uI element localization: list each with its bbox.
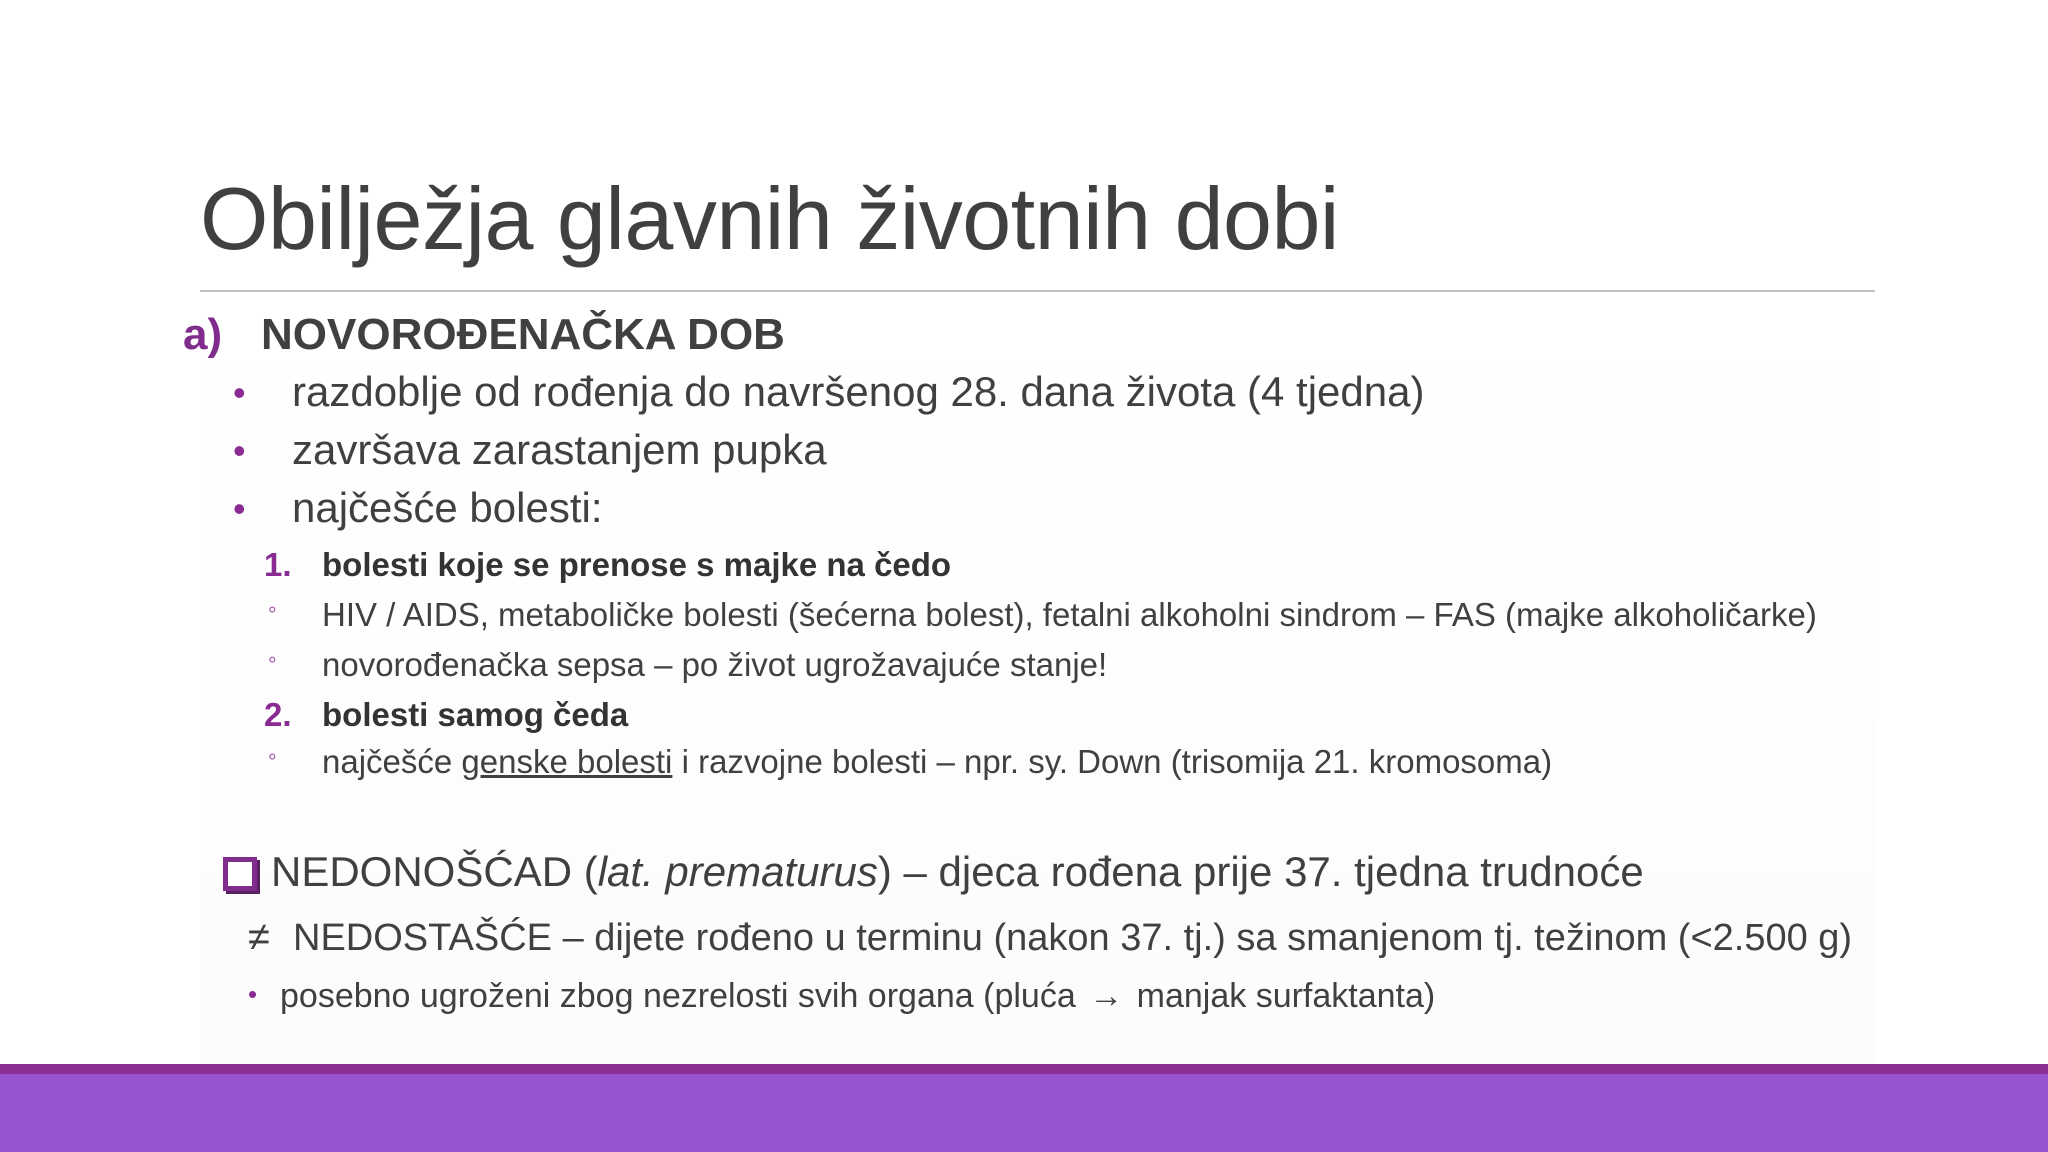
underlined-term: genske bolesti: [461, 743, 673, 780]
numbered-heading: bolesti koje se prenose s majke na čedo: [322, 546, 952, 583]
number-marker: 2.: [264, 696, 292, 733]
title-divider: [200, 290, 1875, 292]
bullet-text: razdoblje od rođenja do navršenog 28. dana života (4 tjedna): [292, 368, 1425, 415]
section-marker: a): [183, 310, 223, 359]
sub-item-suffix: i razvojne bolesti – npr. sy. Down (trisomija 21. kromosoma): [672, 743, 1553, 780]
numbered-heading: bolesti samog čeda: [322, 696, 629, 733]
nedostasce-text: NEDOSTAŠĆE – dijete rođeno u terminu (nakon 37. tj.) sa smanjenom tj. težinom (<2.500 g): [293, 917, 1853, 959]
bullet-dot: •: [248, 979, 258, 1009]
note-suffix: manjak surfaktanta): [1136, 977, 1436, 1015]
footer-stripe: [0, 1064, 2048, 1074]
checkbox-bullet-icon: [223, 857, 257, 891]
note-prefix: posebno ugroženi zbog nezrelosti svih organa (pluća: [280, 977, 1076, 1015]
nedonoscad-suffix: ) – djeca rođena prije 37. tjedna trudnoće: [877, 848, 1644, 895]
slide-title: Obilježja glavnih životnih dobi: [200, 169, 1339, 268]
footer-bar: [0, 1074, 2048, 1152]
bullet-dot: •: [233, 372, 246, 413]
bullet-dot: •: [233, 488, 246, 529]
bullet-text: završava zarastanjem pupka: [292, 426, 827, 473]
sub-bullet-marker: ◦: [268, 743, 277, 770]
sub-item-prefix: najčešće: [322, 743, 462, 780]
sub-item-text: [322, 743, 1552, 781]
sub-bullet-marker: ◦: [268, 646, 277, 673]
arrow-right-icon: →: [1089, 977, 1124, 1015]
bullet-text: najčešće bolesti:: [292, 484, 603, 531]
number-marker: 1.: [264, 546, 292, 583]
latin-term: lat. prematurus: [597, 848, 878, 895]
sub-item-text: HIV / AIDS, metaboličke bolesti (šećerna bolest), fetalni alkoholni sindrom – FAS (majke alkoholičarke): [322, 596, 1817, 633]
bullet-dot: •: [233, 430, 246, 471]
sub-bullet-marker: ◦: [268, 596, 277, 623]
note-text: [280, 977, 1435, 1016]
section-heading: [183, 310, 785, 360]
section-heading-text: NOVOROĐENAČKA DOB: [261, 310, 785, 359]
not-equal-icon: ≠: [248, 915, 270, 959]
sub-item-text: novorođenačka sepsa – po život ugrožavajuće stanje!: [322, 646, 1108, 683]
nedonoscad-prefix: NEDONOŠĆAD (: [271, 848, 598, 895]
nedonoscad-line: [271, 848, 1644, 896]
